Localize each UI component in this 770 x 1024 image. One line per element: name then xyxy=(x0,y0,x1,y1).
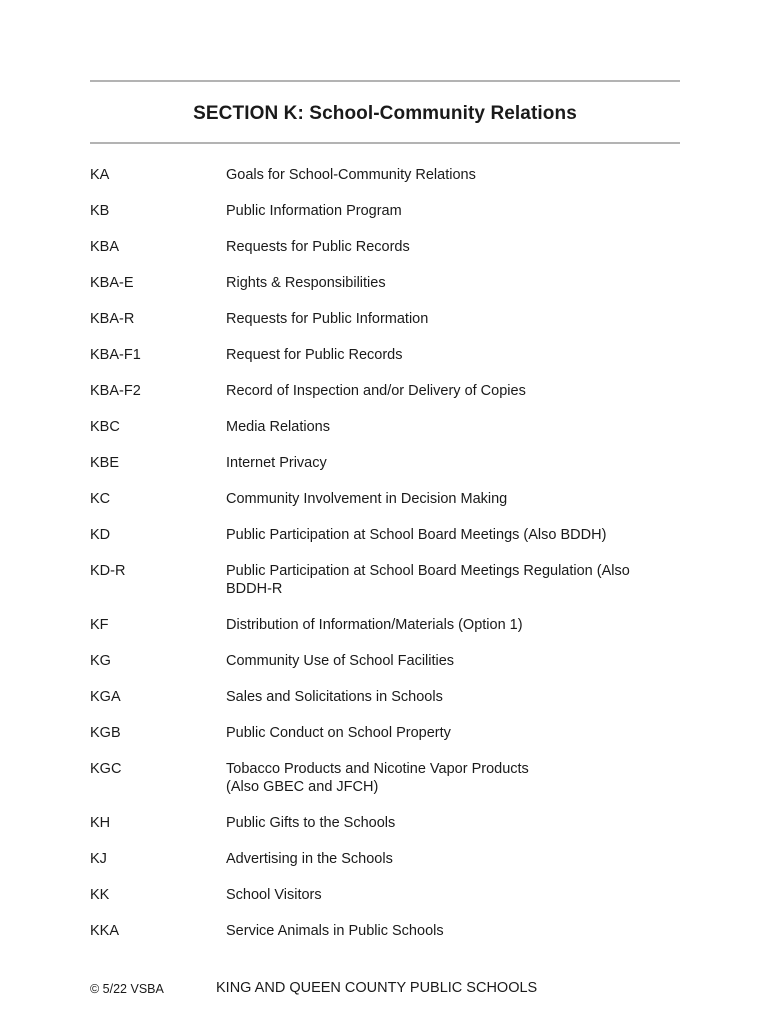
policy-entry-kd xyxy=(90,526,690,544)
policy-title: Goals for School-Community Relations xyxy=(226,167,476,183)
bottom-rule xyxy=(90,142,680,144)
footer-copyright: © 5/22 VSBA xyxy=(90,982,164,996)
policy-code: KC xyxy=(90,491,111,507)
policy-entry-kga xyxy=(90,688,690,706)
policy-code: KGB xyxy=(90,725,121,741)
policy-entry-kba-f2 xyxy=(90,382,690,400)
policy-entry-kf xyxy=(90,616,690,634)
policy-code: KG xyxy=(90,653,111,669)
policy-title: Internet Privacy xyxy=(226,455,327,471)
policy-code: KJ xyxy=(90,851,107,867)
policy-entry-kh xyxy=(90,814,690,832)
policy-title: Rights & Responsibilities xyxy=(226,275,386,291)
policy-title: Distribution of Information/Materials (Option 1) xyxy=(226,617,523,633)
policy-title: Service Animals in Public Schools xyxy=(226,923,444,939)
policy-entry-kba-f1 xyxy=(90,346,690,364)
policy-entry-kbe xyxy=(90,454,690,472)
policy-title: Advertising in the Schools xyxy=(226,851,393,867)
policy-title: Requests for Public Records xyxy=(226,239,410,255)
policy-code: KK xyxy=(90,887,110,903)
policy-entry-kg xyxy=(90,652,690,670)
policy-code: KKA xyxy=(90,923,120,939)
policy-title: Community Use of School Facilities xyxy=(226,653,455,669)
policy-entry-kba xyxy=(90,238,690,256)
policy-title: Request for Public Records xyxy=(226,347,403,363)
policy-entry-kgc xyxy=(90,760,690,796)
policy-code: KD xyxy=(90,527,111,543)
policy-code: KA xyxy=(90,167,110,183)
policy-code: KD-R xyxy=(90,563,126,579)
policy-title: Tobacco Products and Nicotine Vapor Products (Also GBEC and JFCH) xyxy=(226,761,529,795)
policy-title: Public Conduct on School Property xyxy=(226,725,451,741)
footer-district: KING AND QUEEN COUNTY PUBLIC SCHOOLS xyxy=(216,980,538,996)
policy-title: Community Involvement in Decision Making xyxy=(226,491,508,507)
policy-entry-kbc xyxy=(90,418,690,436)
policy-code: KB xyxy=(90,203,110,219)
policy-title: Record of Inspection and/or Delivery of Copies xyxy=(226,383,526,399)
policy-title: Public Gifts to the Schools xyxy=(226,815,396,831)
policy-entry-kd-r xyxy=(90,562,690,598)
policy-entry-kb xyxy=(90,202,690,220)
policy-title: Public Participation at School Board Meetings Regulation (Also BDDH-R xyxy=(226,563,630,597)
policy-title: Requests for Public Information xyxy=(226,311,429,327)
policy-code: KBA xyxy=(90,239,120,255)
policy-code: KBA-E xyxy=(90,275,134,291)
policy-entry-kba-e xyxy=(90,274,690,292)
page-title: SECTION K: School-Community Relations xyxy=(193,103,577,124)
policy-title: School Visitors xyxy=(226,887,322,903)
policy-title: Public Participation at School Board Meetings (Also BDDH) xyxy=(226,527,607,543)
policy-entry-kba-r xyxy=(90,310,690,328)
policy-code: KBA-R xyxy=(90,311,135,327)
policy-title: Sales and Solicitations in Schools xyxy=(226,689,443,705)
policy-code: KBC xyxy=(90,419,120,435)
policy-list xyxy=(90,166,690,940)
policy-code: KBE xyxy=(90,455,120,471)
top-rule xyxy=(90,80,680,82)
policy-code: KBA-F1 xyxy=(90,347,141,363)
policy-title: Media Relations xyxy=(226,419,330,435)
policy-code: KGA xyxy=(90,689,121,705)
policy-code: KH xyxy=(90,815,111,831)
policy-entry-kc xyxy=(90,490,690,508)
policy-entry-kj xyxy=(90,850,690,868)
policy-entry-kgb xyxy=(90,724,690,742)
policy-entry-kka xyxy=(90,922,690,940)
policy-title: Public Information Program xyxy=(226,203,402,219)
policy-code: KBA-F2 xyxy=(90,383,141,399)
policy-code: KGC xyxy=(90,761,122,777)
policy-entry-kk xyxy=(90,886,690,904)
policy-entry-ka xyxy=(90,166,690,184)
policy-code: KF xyxy=(90,617,109,633)
